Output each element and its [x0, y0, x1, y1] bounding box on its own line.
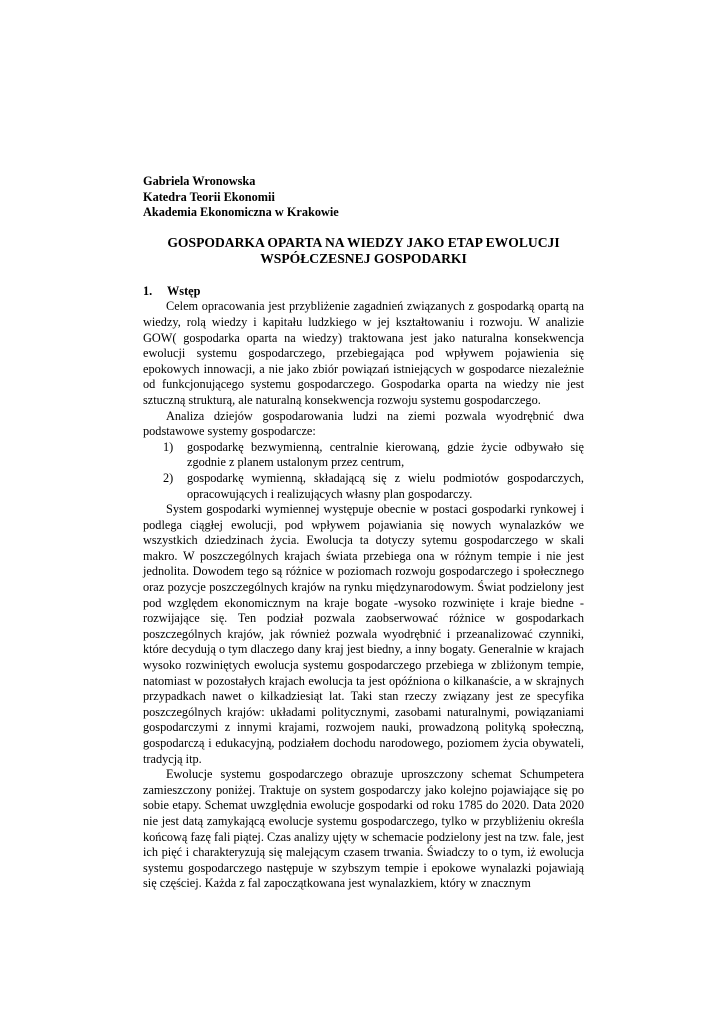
document-page: [143, 174, 584, 892]
paragraph-2: Analiza dziejów gospodarowania ludzi na ziemi pozwala wyodrębnić dwa podstawowe systemy gospodarcze:: [143, 408, 584, 439]
list-item: [143, 471, 584, 502]
list-item-text: gospodarkę bezwymienną, centralnie kierowaną, gdzie życie odbywało się zgodnie z planem ustalonym przez centrum,: [187, 439, 584, 470]
author-department: Katedra Teorii Ekonomii: [143, 189, 275, 204]
document-title: [135, 235, 592, 267]
title-line-1: GOSPODARKA OPARTA NA WIEDZY JAKO ETAP EWOLUCJI: [167, 234, 560, 250]
paragraph-4: Ewolucje systemu gospodarczego obrazuje uproszczony schemat Schumpetera zamieszczony poniżej. Traktuje on system gospodarczy jako kolejno pojawiające się po sobie etapy. Schemat uwzględnia ewolucje gospodarki od roku 1785 do 2020. Data 2020 nie jest datą zamykającą ewolucje systemu gospodarczego, tylko w przybliżeniu określa końcową fazę fali piątej. Czas analizy ujęty w schemacie podzielony jest na tzw. fale, jest ich pięć i charakteryzują się malejącym czasem trwania. Świadczy to o tym, iż ewolucja systemu gospodarczego następuje w szybszym tempie i epokowe wynalazki pojawiają się częściej. Każda z fal zapoczątkowana jest wynalazkiem, który w znacznym: [143, 767, 584, 891]
author-institution: Akademia Ekonomiczna w Krakowie: [143, 205, 339, 220]
list-item-text: gospodarkę wymienną, składającą się z wielu podmiotów gospodarczych, opracowujących i realizujących własny plan gospodarczy.: [187, 470, 584, 501]
section-number: 1.: [143, 283, 153, 298]
list-item-marker: 2): [163, 470, 174, 485]
section-heading: [143, 284, 584, 300]
list-item-marker: 1): [163, 439, 174, 454]
economic-systems-list: [143, 440, 584, 502]
section-title: Wstęp: [167, 283, 201, 298]
author-block: [143, 174, 584, 221]
title-line-2: WSPÓŁCZESNEJ GOSPODARKI: [260, 250, 467, 266]
paragraph-3: System gospodarki wymiennej występuje obecnie w postaci gospodarki rynkowej i podlega ciągłej ewolucji, pod wpływem pojawiania się nowych wynalazków we wszystkich dziedzinach życia. Ewolucja ta dotyczy sytemu gospodarczego w skali makro. W poszczególnych krajach świata przebiega ona w różnym tempie i nie jest jednolita. Dowodem tego są różnice w poziomach rozwoju gospodarczego i społecznego oraz pozycje poszczególnych krajów na rynku międzynarodowym. Świat podzielony jest pod względem ekonomicznym na kraje bogate -wysoko rozwinięte i kraje biedne -rozwijające się. Ten podział pozwala zaobserwować różnice w gospodarkach poszczególnych krajów, jak również pozwala wyodrębnić i przeanalizować czynniki, które decydują o tym dlaczego dany kraj jest biedny, a inny bogaty. Generalnie w krajach wysoko rozwiniętych ewolucja systemu gospodarczego przebiega w zbliżonym tempie, natomiast w pozostałych krajach ewolucja ta jest opóźniona o kilkanaście, a w skrajnych przypadkach nawet o kilkadziesiąt lat. Taki stan rzeczy związany jest ze specyfika poszczególnych krajów: układami politycznymi, zasobami naturalnymi, powiązaniami gospodarczymi z innymi krajami, rozwojem nauki, prowadzoną polityką społeczną, gospodarczą i edukacyjną, podziałem dochodu narodowego, poziomem życia obywateli, tradycją itp.: [143, 502, 584, 766]
list-item: [143, 440, 584, 471]
paragraph-1: Celem opracowania jest przybliżenie zagadnień związanych z gospodarką opartą na wiedzy, rolą wiedzy i kapitału ludzkiego w jej kształtowaniu i rozwoju. W analizie GOW( gospodarka oparta na wiedzy) traktowana jest jako naturalna konsekwencja ewolucji systemu gospodarczego, przebiegająca pod wpływem pojawienia się epokowych innowacji, a nie jako zbiór powiązań istniejących w gospodarce niezależnie od funkcjonującego systemu gospodarczego. Gospodarka oparta na wiedzy nie jest sztuczną strukturą, ale naturalną konsekwencja rozwoju systemu gospodarczego.: [143, 299, 584, 407]
author-name: Gabriela Wronowska: [143, 174, 256, 188]
